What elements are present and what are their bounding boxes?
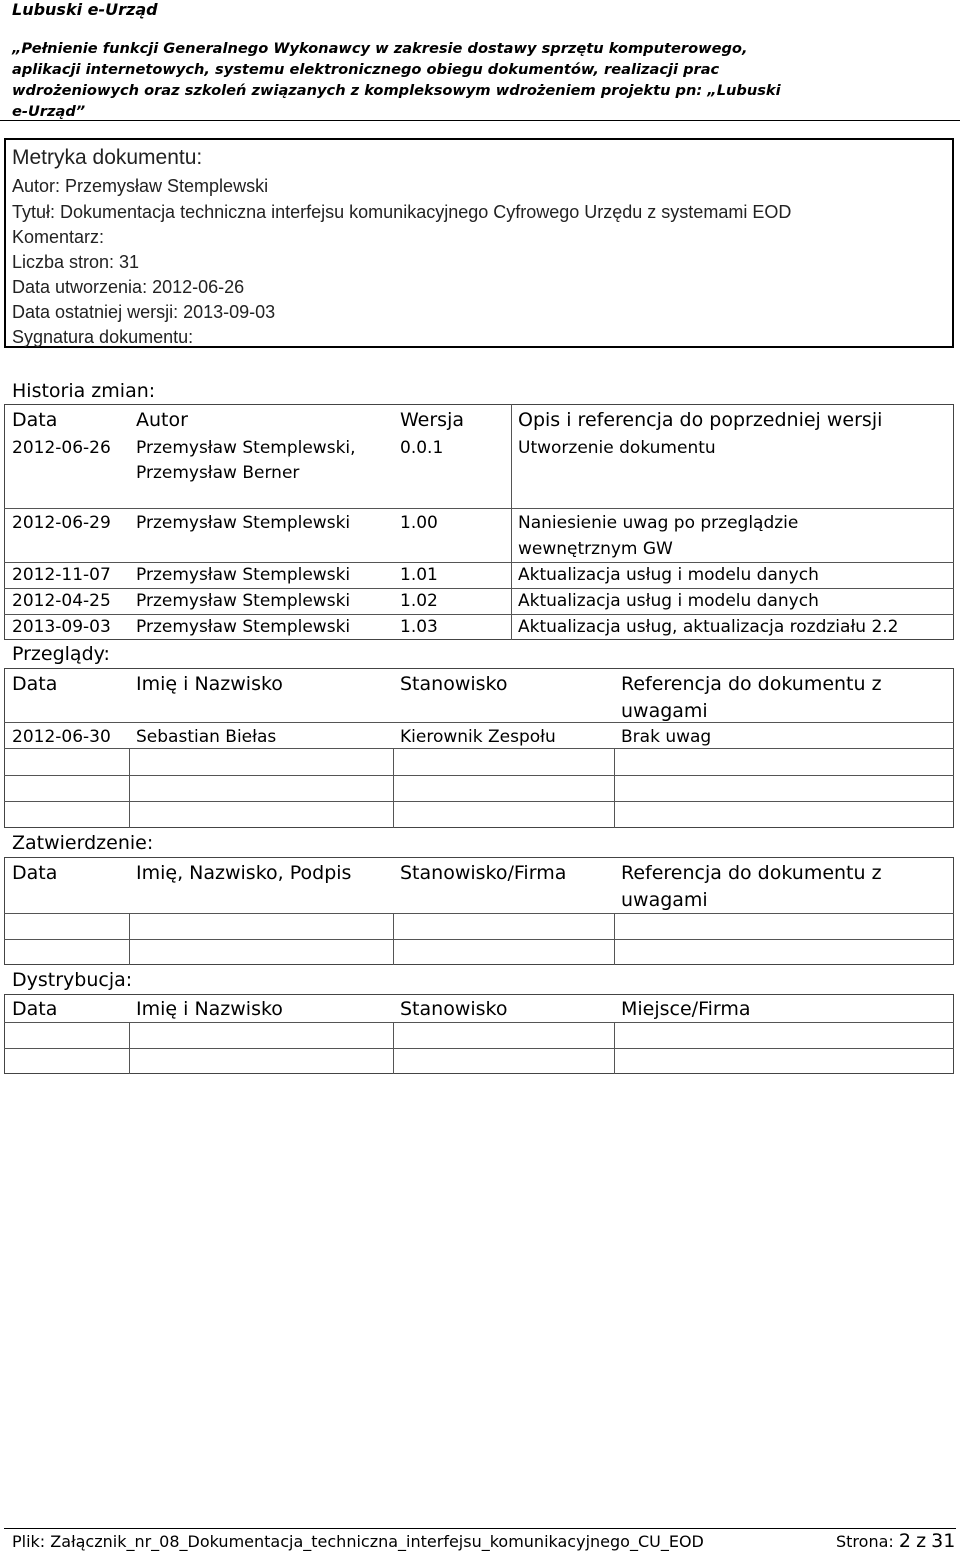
historia-row-divider — [4, 508, 954, 509]
historia-cell: 1.00 — [400, 513, 438, 533]
historia-cell: 0.0.1 — [400, 438, 444, 458]
historia-cell: Przemysław Stemplewski — [136, 565, 351, 585]
historia-cell: Utworzenie dokumentu — [518, 438, 716, 458]
przeglady-col-divider — [614, 748, 615, 828]
przeglady-cell: Sebastian Biełas — [136, 727, 277, 747]
przeglady-header-referencja: Referencja do dokumentu z — [621, 673, 882, 695]
historia-header-autor: Autor — [136, 409, 188, 431]
historia-cell: 2012-06-29 — [12, 513, 111, 533]
historia-header-data: Data — [12, 409, 58, 431]
historia-heading: Historia zmian: — [12, 380, 156, 402]
metryka-autor: Autor: Przemysław Stemplewski — [12, 176, 269, 196]
historia-cell: Przemysław Stemplewski, — [136, 438, 356, 458]
historia-cell: Aktualizacja usług i modelu danych — [518, 591, 819, 611]
metryka-box — [4, 138, 954, 348]
historia-cell: Aktualizacja usług i modelu danych — [518, 565, 819, 585]
historia-cell: 2012-11-07 — [12, 565, 111, 585]
footer-file-label: Plik: — [12, 1532, 46, 1551]
historia-header-wersja: Wersja — [400, 409, 464, 431]
dystrybucja-header-data: Data — [12, 998, 58, 1020]
przeglady-col-divider — [393, 748, 394, 828]
footer-file — [12, 1532, 704, 1551]
przeglady-row-divider — [4, 722, 954, 723]
zatwierdzenie-header-referencja-cont: uwagami — [621, 889, 708, 911]
footer-file-name: Załącznik_nr_08_Dokumentacja_techniczna_interfejsu_komunikacyjnego_CU_EOD — [50, 1532, 704, 1551]
przeglady-heading: Przeglądy: — [12, 643, 110, 665]
przeglady-row-divider — [4, 801, 954, 802]
metryka-tytul: Tytuł: Dokumentacja techniczna interfejsu komunikacyjnego Cyfrowego Urzędu z systemami EOD — [12, 202, 792, 222]
przeglady-row-divider — [4, 775, 954, 776]
dystrybucja-header-imie: Imię i Nazwisko — [136, 998, 283, 1020]
metryka-sygnatura: Sygnatura dokumentu: — [12, 327, 194, 347]
historia-cell: 2013-09-03 — [12, 617, 111, 637]
page-footer — [4, 1528, 956, 1553]
metryka-heading: Metryka dokumentu: — [12, 146, 203, 169]
footer-page-current: 2 — [898, 1530, 911, 1552]
footer-page-number — [836, 1530, 955, 1552]
dystrybucja-heading: Dystrybucja: — [12, 969, 133, 991]
dystrybucja-header-miejsce: Miejsce/Firma — [621, 998, 751, 1020]
przeglady-col-divider — [129, 748, 130, 828]
przeglady-header-data: Data — [12, 673, 58, 695]
footer-page-sep: z — [916, 1530, 927, 1552]
historia-cell: Przemysław Stemplewski — [136, 591, 351, 611]
footer-page-total: 31 — [931, 1530, 956, 1552]
metryka-data-ostatniej: Data ostatniej wersji: 2013-09-03 — [12, 302, 276, 322]
zatwierdzenie-header-data: Data — [12, 862, 58, 884]
historia-cell: 2012-06-26 — [12, 438, 111, 458]
page-header — [0, 0, 960, 121]
przeglady-header-stanowisko: Stanowisko — [400, 673, 508, 695]
dystrybucja-header-stanowisko: Stanowisko — [400, 998, 508, 1020]
historia-cell: Aktualizacja usług, aktualizacja rozdziału 2.2 — [518, 617, 899, 637]
dystrybucja-row-divider — [4, 1048, 954, 1049]
historia-cell: 2012-04-25 — [12, 591, 111, 611]
zatwierdzenie-header-referencja: Referencja do dokumentu z — [621, 862, 882, 884]
metryka-liczba-stron: Liczba stron: 31 — [12, 252, 140, 272]
historia-cell: Naniesienie uwag po przeglądzie — [518, 513, 799, 533]
historia-col-divider — [511, 404, 512, 640]
project-title — [12, 38, 912, 122]
przeglady-header-imie: Imię i Nazwisko — [136, 673, 283, 695]
zatwierdzenie-heading: Zatwierdzenie: — [12, 832, 154, 854]
historia-cell: Przemysław Stemplewski — [136, 513, 351, 533]
zatwierdzenie-header-stanowisko: Stanowisko/Firma — [400, 862, 567, 884]
zatwierdzenie-header-imie: Imię, Nazwisko, Podpis — [136, 862, 352, 884]
historia-cell: Przemysław Stemplewski — [136, 617, 351, 637]
zatwierdzenie-row-divider — [4, 939, 954, 940]
zatwierdzenie-row-divider — [4, 913, 954, 914]
project-title-line: „Pełnienie funkcji Generalnego Wykonawcy w zakresie dostawy sprzętu komputerowego, — [12, 40, 748, 57]
historia-cell: 1.02 — [400, 591, 438, 611]
project-title-line: e-Urząd” — [12, 103, 86, 120]
historia-header-opis: Opis i referencja do poprzedniej wersji — [518, 409, 883, 431]
przeglady-cell: Brak uwag — [621, 727, 712, 747]
historia-cell: 1.03 — [400, 617, 438, 637]
metryka-data-utworzenia: Data utworzenia: 2012-06-26 — [12, 277, 245, 297]
project-title-line: aplikacji internetowych, systemu elektronicznego obiegu dokumentów, realizacji prac — [12, 61, 720, 78]
przeglady-header-referencja-cont: uwagami — [621, 700, 708, 722]
przeglady-cell: 2012-06-30 — [12, 727, 111, 747]
metryka-komentarz: Komentarz: — [12, 227, 105, 247]
project-title-line: wdrożeniowych oraz szkoleń związanych z kompleksowym wdrożeniem projektu pn: „Lubuski — [12, 82, 781, 99]
brand-title: Lubuski e-Urząd — [12, 0, 158, 19]
przeglady-cell: Kierownik Zespołu — [400, 727, 556, 747]
historia-cell: Przemysław Berner — [136, 463, 300, 483]
historia-cell: 1.01 — [400, 565, 438, 585]
historia-cell: wewnętrznym GW — [518, 539, 673, 559]
footer-page-label: Strona: — [836, 1532, 894, 1551]
